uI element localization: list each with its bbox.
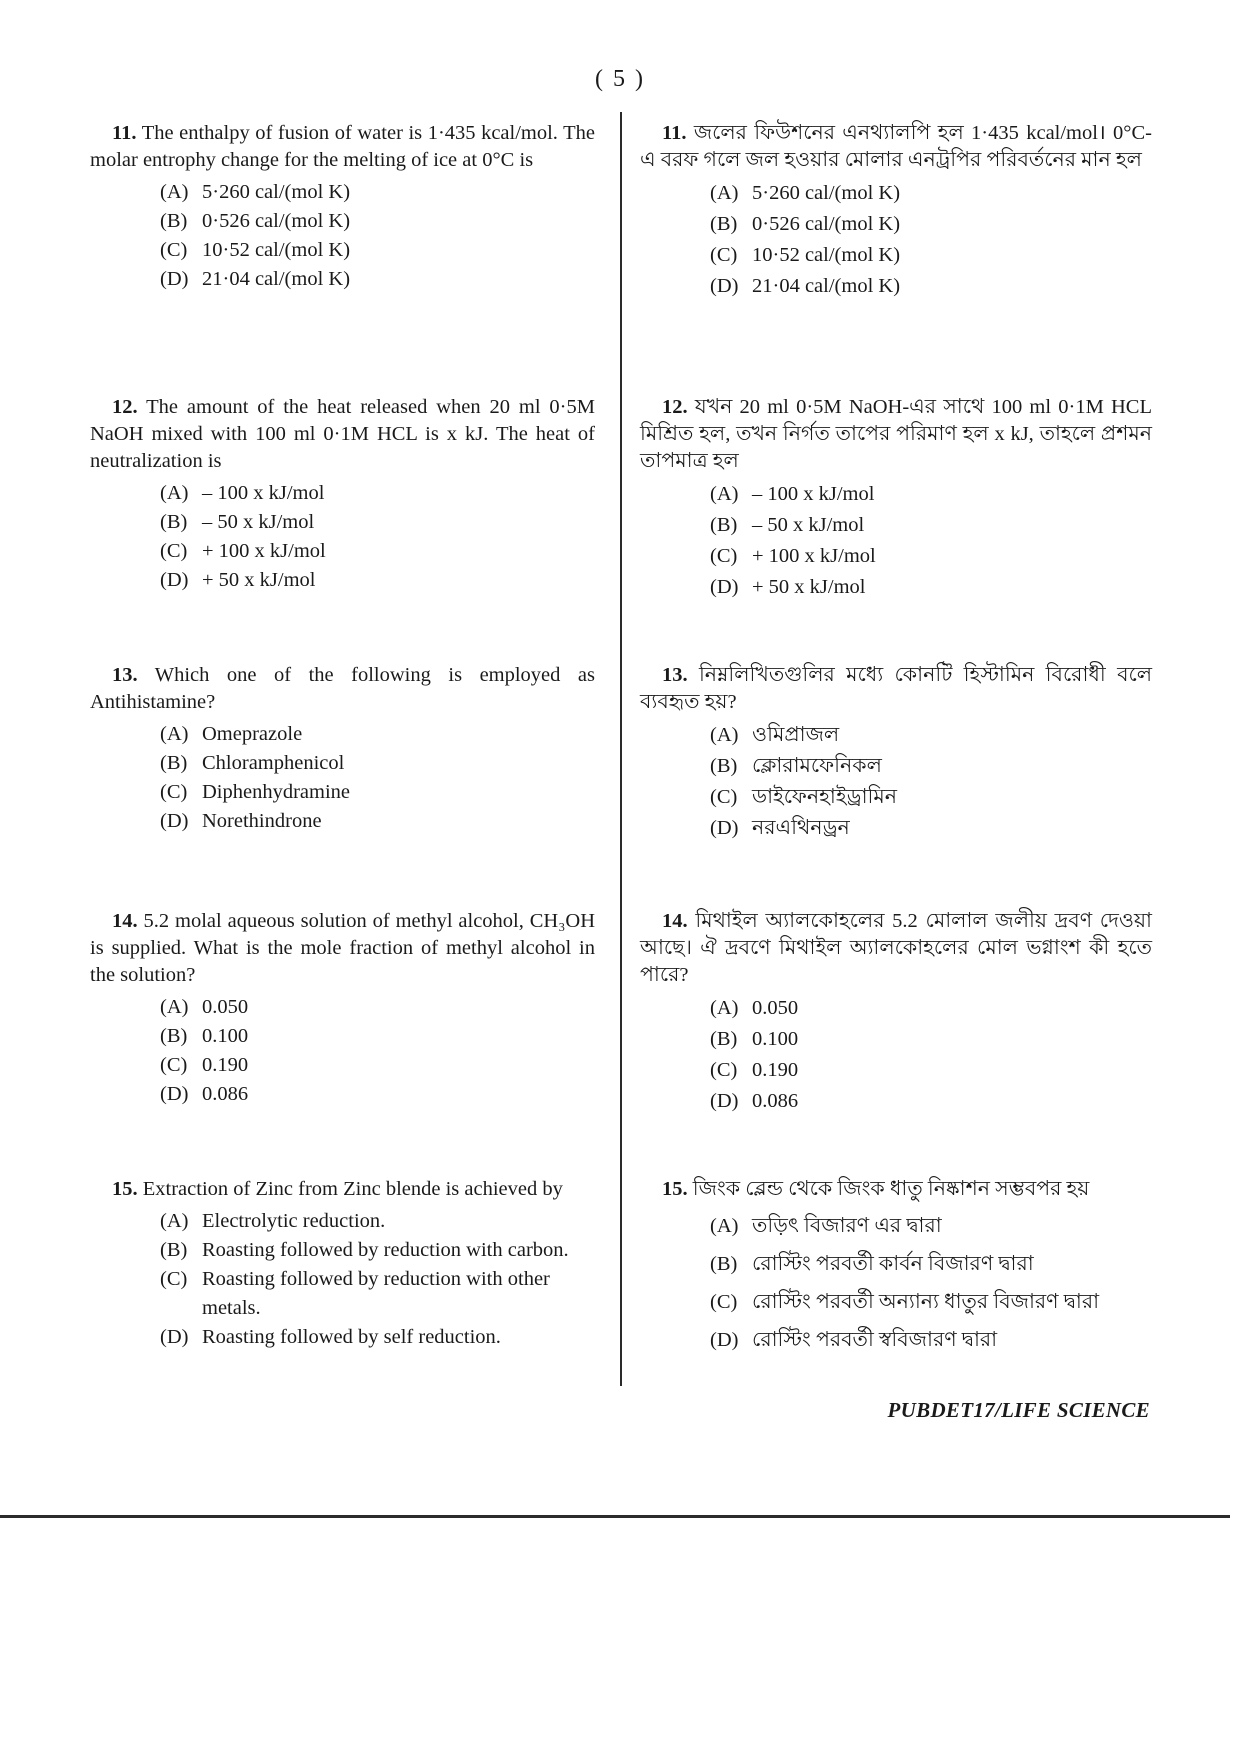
option-text: 5·260 cal/(mol K) xyxy=(752,182,901,204)
bottom-rule xyxy=(0,1515,1230,1518)
option-label: (D) xyxy=(160,1326,189,1348)
option-label: (A) xyxy=(710,724,739,746)
option-d xyxy=(160,265,595,294)
question-number: 12. xyxy=(112,396,138,418)
option-text: 0·526 cal/(mol K) xyxy=(752,213,901,235)
option-d xyxy=(710,1321,1152,1359)
option-a xyxy=(160,178,595,207)
question-14-bn xyxy=(640,908,1152,1117)
question-stem xyxy=(640,120,1152,174)
option-text: 0.050 xyxy=(752,997,799,1019)
option-a xyxy=(710,720,1152,751)
option-label: (C) xyxy=(160,781,188,803)
question-number: 14. xyxy=(662,910,688,932)
question-stem xyxy=(640,394,1152,475)
option-a xyxy=(160,1207,595,1236)
option-text: + 100 x kJ/mol xyxy=(202,540,326,562)
option-text: Chloramphenicol xyxy=(202,752,345,774)
footer-code: PUBDET17/LIFE SCIENCE xyxy=(887,1398,1150,1422)
question-stem xyxy=(90,394,595,475)
question-text: The amount of the heat released when 20 ml 0·5M NaOH mixed with 100 ml 0·1M HCL is x kJ. The heat of neutralization is xyxy=(90,396,595,472)
option-text: Electrolytic reduction. xyxy=(202,1210,386,1232)
option-text: Diphenhydramine xyxy=(202,781,351,803)
option-a xyxy=(160,479,595,508)
question-13-en xyxy=(90,662,595,836)
option-text: – 50 x kJ/mol xyxy=(752,514,865,536)
question-15-bn xyxy=(640,1176,1152,1359)
option-label: (D) xyxy=(710,275,739,297)
option-label: (C) xyxy=(710,1059,738,1081)
options-list xyxy=(90,1207,595,1352)
options-list xyxy=(90,178,595,294)
question-11-bn xyxy=(640,120,1152,302)
question-text: 5.2 molal aqueous solution of methyl alcohol, CH₃OH is supplied. What is the mole fraction of methyl alcohol in the solution? xyxy=(90,910,595,986)
option-label: (A) xyxy=(710,483,739,505)
option-label: (A) xyxy=(710,997,739,1019)
option-text: Omeprazole xyxy=(202,723,303,745)
question-text: The enthalpy of fusion of water is 1·435 kcal/mol. The molar entrophy change for the melting of ice at 0°C is xyxy=(90,122,595,171)
option-label: (A) xyxy=(160,1210,189,1232)
option-label: (D) xyxy=(160,810,189,832)
option-text: – 50 x kJ/mol xyxy=(202,511,315,533)
option-label: (D) xyxy=(160,268,189,290)
option-label: (C) xyxy=(160,1268,188,1290)
option-text: 0.190 xyxy=(752,1059,799,1081)
option-text: 0.086 xyxy=(202,1083,249,1105)
option-c xyxy=(710,541,1152,572)
option-label: (A) xyxy=(160,723,189,745)
option-text: 0·526 cal/(mol K) xyxy=(202,210,351,232)
question-number: 12. xyxy=(662,396,688,418)
option-text: + 50 x kJ/mol xyxy=(752,576,866,598)
option-c xyxy=(160,537,595,566)
option-d xyxy=(160,1323,595,1352)
option-text: 0.086 xyxy=(752,1090,799,1112)
option-c xyxy=(160,1265,595,1323)
option-c xyxy=(160,778,595,807)
option-label: (B) xyxy=(160,511,188,533)
option-label: (C) xyxy=(710,244,738,266)
option-text: – 100 x kJ/mol xyxy=(202,482,325,504)
option-text: Roasting followed by self reduction. xyxy=(202,1326,501,1348)
option-b xyxy=(160,207,595,236)
option-text: তড়িৎ বিজারণ এর দ্বারা xyxy=(752,1215,942,1237)
option-label: (B) xyxy=(160,752,188,774)
option-label: (C) xyxy=(710,1291,738,1313)
option-label: (B) xyxy=(160,1025,188,1047)
question-text: যখন 20 ml 0·5M NaOH-এর সাথে 100 ml 0·1M HCL মিশ্রিত হল, তখন নির্গত তাপের পরিমাণ হল x kJ, তাহলে প্রশমন তাপমাত্র হল xyxy=(640,396,1153,472)
option-text: 10·52 cal/(mol K) xyxy=(752,244,901,266)
option-label: (C) xyxy=(710,786,738,808)
option-label: (C) xyxy=(160,1054,188,1076)
options-list xyxy=(640,178,1152,302)
option-text: 21·04 cal/(mol K) xyxy=(202,268,351,290)
option-label: (A) xyxy=(710,1215,739,1237)
option-label: (B) xyxy=(710,213,738,235)
option-c xyxy=(710,1283,1152,1321)
option-text: 10·52 cal/(mol K) xyxy=(202,239,351,261)
option-b xyxy=(160,1236,595,1265)
option-b xyxy=(710,1245,1152,1283)
option-d xyxy=(710,1086,1152,1117)
option-text: Norethindrone xyxy=(202,810,322,832)
option-label: (D) xyxy=(710,576,739,598)
option-d xyxy=(710,271,1152,302)
option-text: 5·260 cal/(mol K) xyxy=(202,181,351,203)
option-text: 21·04 cal/(mol K) xyxy=(752,275,901,297)
option-text: রোস্টিং পরবর্তী স্ববিজারণ দ্বারা xyxy=(752,1329,998,1351)
option-label: (B) xyxy=(160,210,188,232)
option-text: 0.100 xyxy=(752,1028,799,1050)
question-number: 15. xyxy=(662,1178,688,1200)
question-number: 11. xyxy=(662,122,687,144)
option-label: (D) xyxy=(160,569,189,591)
option-label: (C) xyxy=(160,239,188,261)
question-number: 11. xyxy=(112,122,137,144)
question-stem xyxy=(90,120,595,174)
option-b xyxy=(710,1024,1152,1055)
options-list xyxy=(90,993,595,1109)
option-label: (A) xyxy=(710,182,739,204)
option-a xyxy=(710,479,1152,510)
option-b xyxy=(160,1022,595,1051)
question-number: 13. xyxy=(112,664,138,686)
option-c xyxy=(160,236,595,265)
option-text: – 100 x kJ/mol xyxy=(752,483,875,505)
option-c xyxy=(710,1055,1152,1086)
column-divider xyxy=(620,112,622,1386)
option-text: ওমিপ্রাজল xyxy=(752,724,840,746)
options-list xyxy=(640,1207,1152,1359)
option-b xyxy=(710,209,1152,240)
question-number: 13. xyxy=(662,664,688,686)
option-text: Roasting followed by reduction with carbon. xyxy=(202,1239,569,1261)
option-label: (D) xyxy=(710,1090,739,1112)
option-d xyxy=(710,572,1152,603)
option-d xyxy=(160,807,595,836)
options-list xyxy=(640,993,1152,1117)
question-12-bn xyxy=(640,394,1152,603)
option-a xyxy=(710,993,1152,1024)
option-label: (C) xyxy=(710,545,738,567)
option-text: + 50 x kJ/mol xyxy=(202,569,316,591)
option-text: রোস্টিং পরবর্তী অন্যান্য ধাতুর বিজারণ দ্বারা xyxy=(752,1291,1100,1313)
option-a xyxy=(160,993,595,1022)
question-stem xyxy=(90,662,595,716)
question-stem xyxy=(640,1176,1152,1203)
options-list xyxy=(90,720,595,836)
page-number: ( 5 ) xyxy=(595,66,645,92)
question-stem xyxy=(90,908,595,989)
question-number: 15. xyxy=(112,1178,138,1200)
question-text: জলের ফিউশনের এনথ্যালপি হল 1·435 kcal/mol। 0°C-এ বরফ গলে জল হওয়ার মোলার এনট্রপির পরিবর্তনের মান হল xyxy=(640,122,1152,171)
option-text: নরএথিনড্রন xyxy=(752,817,850,839)
option-label: (B) xyxy=(710,755,738,777)
question-text: Which one of the following is employed as Antihistamine? xyxy=(90,664,595,713)
question-stem xyxy=(640,662,1152,716)
option-c xyxy=(160,1051,595,1080)
question-number: 14. xyxy=(112,910,138,932)
option-text: 0.050 xyxy=(202,996,249,1018)
option-label: (A) xyxy=(160,181,189,203)
options-list xyxy=(640,720,1152,844)
option-text: রোস্টিং পরবর্তী কার্বন বিজারণ দ্বারা xyxy=(752,1253,1034,1275)
option-d xyxy=(710,813,1152,844)
option-text: 0.190 xyxy=(202,1054,249,1076)
question-text: মিথাইল অ্যালকোহলের 5.2 মোলাল জলীয় দ্রবণ দেওয়া আছে। ঐ দ্রবণে মিথাইল অ্যালকোহলের মোল ভগ্নাংশ কী হতে পারে? xyxy=(640,910,1152,986)
option-label: (B) xyxy=(710,514,738,536)
option-text: Roasting followed by reduction with other metals. xyxy=(202,1268,550,1319)
option-label: (A) xyxy=(160,482,189,504)
option-text: ক্লোরামফেনিকল xyxy=(752,755,882,777)
option-text: + 100 x kJ/mol xyxy=(752,545,876,567)
option-c xyxy=(710,782,1152,813)
option-label: (B) xyxy=(160,1239,188,1261)
question-stem xyxy=(640,908,1152,989)
option-label: (A) xyxy=(160,996,189,1018)
option-b xyxy=(160,508,595,537)
option-label: (D) xyxy=(160,1083,189,1105)
option-label: (C) xyxy=(160,540,188,562)
option-b xyxy=(710,510,1152,541)
question-11-en xyxy=(90,120,595,294)
question-text: Extraction of Zinc from Zinc blende is achieved by xyxy=(142,1178,563,1200)
options-list xyxy=(90,479,595,595)
option-text: ডাইফেনহাইড্রামিন xyxy=(752,786,897,808)
option-a xyxy=(710,1207,1152,1245)
question-13-bn xyxy=(640,662,1152,844)
option-b xyxy=(710,751,1152,782)
option-d xyxy=(160,1080,595,1109)
option-d xyxy=(160,566,595,595)
question-stem xyxy=(90,1176,595,1203)
option-b xyxy=(160,749,595,778)
option-a xyxy=(710,178,1152,209)
question-15-en xyxy=(90,1176,595,1352)
option-text: 0.100 xyxy=(202,1025,249,1047)
question-text: জিংক ব্লেন্ড থেকে জিংক ধাতু নিষ্কাশন সম্ভবপর হয় xyxy=(692,1178,1090,1200)
option-label: (D) xyxy=(710,1329,739,1351)
option-label: (B) xyxy=(710,1028,738,1050)
option-a xyxy=(160,720,595,749)
option-label: (B) xyxy=(710,1253,738,1275)
option-c xyxy=(710,240,1152,271)
question-12-en xyxy=(90,394,595,595)
question-14-en xyxy=(90,908,595,1109)
option-label: (D) xyxy=(710,817,739,839)
question-text: নিম্নলিখিতগুলির মধ্যে কোনটি হিস্টামিন বিরোধী বলে ব্যবহৃত হয়? xyxy=(640,664,1152,713)
options-list xyxy=(640,479,1152,603)
